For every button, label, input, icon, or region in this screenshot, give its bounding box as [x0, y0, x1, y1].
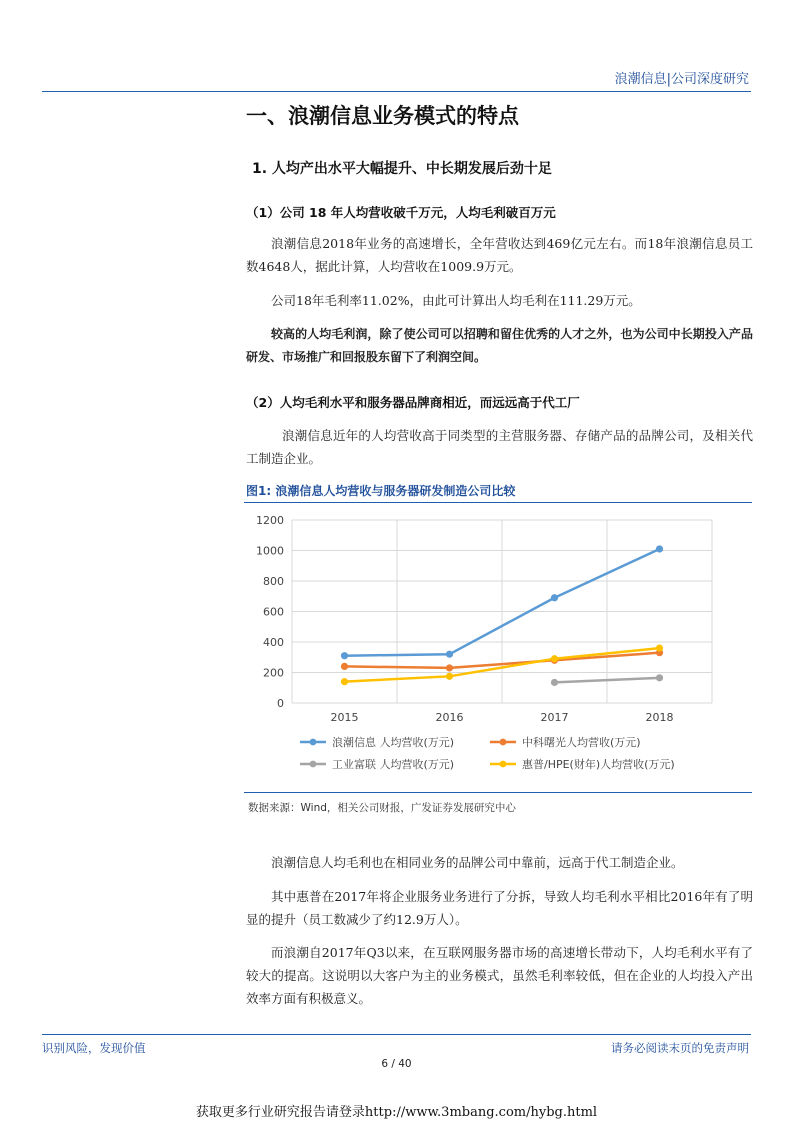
footer-slogan: 识别风险，发现价值: [42, 1041, 146, 1055]
line-chart: [244, 506, 752, 788]
legend-marker-3: [500, 761, 507, 768]
legend-label-1: 中科曙光人均营收(万元): [522, 736, 641, 749]
header-divider: [42, 91, 751, 92]
download-banner: 获取更多行业研究报告请登录http://www.3mbang.com/hybg.html: [195, 1105, 598, 1120]
chart-gridlines: [292, 520, 712, 703]
x-tick-label-2016: 2016: [435, 711, 464, 724]
y-tick-label-600: 600: [263, 605, 284, 619]
legend-label-0: 浪潮信息 人均营收(万元): [332, 736, 455, 749]
data-point-s3-2016: [446, 673, 453, 680]
data-point-s0-2016: [446, 651, 453, 658]
footer-divider: [42, 1034, 751, 1035]
figure-source: 数据来源：Wind，相关公司财报，广发证券发展研究中心: [248, 802, 516, 814]
chart-legend: [300, 735, 675, 771]
page-number: 6 / 40: [381, 1058, 412, 1070]
point-heading-1: （1）公司 18 年人均营收破千万元，人均毛利破百万元: [246, 205, 556, 220]
y-tick-label-200: 200: [263, 666, 284, 680]
paragraph-2: 公司18年毛利率11.02%，由此可计算出人均毛利在111.29万元。: [271, 293, 641, 308]
data-point-s3-2017: [551, 655, 558, 662]
section-heading: 一、浪潮信息业务模式的特点: [246, 104, 519, 128]
figure-top-rule: [244, 502, 752, 503]
footer-disclaimer: 请务必阅读末页的免责声明: [611, 1041, 749, 1055]
chart-y-ticks: [256, 514, 284, 710]
paragraph-4: 浪潮信息近年的人均营收高于同类型的主营服务器、存储产品的品牌公司，及相关代工制造企业。: [246, 428, 753, 466]
data-point-s1-2015: [341, 663, 348, 670]
data-point-s3-2018: [656, 645, 663, 652]
data-point-s0-2015: [341, 652, 348, 659]
y-tick-label-1000: 1000: [256, 544, 284, 558]
x-tick-label-2018: 2018: [645, 711, 674, 724]
figure-bottom-rule: [244, 792, 752, 793]
y-tick-label-800: 800: [263, 575, 284, 588]
figure-title: 图1: 浪潮信息人均营收与服务器研发制造公司比较: [246, 484, 516, 498]
y-tick-label-1200: 1200: [256, 514, 284, 527]
point-heading-2: （2）人均毛利水平和服务器品牌商相近，而远远高于代工厂: [246, 395, 580, 410]
data-point-s2-2017: [551, 679, 558, 686]
paragraph-1: 浪潮信息2018年业务的高速增长，全年营收达到469亿元左右。而18年浪潮信息员工数4648人，据此计算，人均营收在1009.9万元。: [246, 236, 753, 274]
paragraph-6: 其中惠普在2017年将企业服务业务进行了分拆，导致人均毛利水平相比2016年有了明显的提升（员工数减少了约12.9万人）。: [246, 889, 753, 927]
header-title: 浪潮信息|公司深度研究: [614, 72, 749, 87]
data-point-s2-2018: [656, 674, 663, 681]
legend-marker-0: [310, 739, 317, 746]
paragraph-7: 而浪潮自2017年Q3以来，在互联网服务器市场的高速增长带动下，人均毛利水平有了较大的提高。这说明以大客户为主的业务模式，虽然毛利率较低，但在企业的人均投入产出效率方面有积极意义。: [246, 945, 753, 1006]
data-point-s0-2017: [551, 594, 558, 601]
paragraph-3-bold: 较高的人均毛利润，除了使公司可以招聘和留住优秀的人才之外，也为公司中长期投入产品研发、市场推广和回报股东留下了利润空间。: [246, 327, 753, 364]
y-tick-label-400: 400: [263, 636, 284, 649]
data-point-s0-2018: [656, 545, 663, 552]
legend-label-3: 惠普/HPE(财年)人均营收(万元): [522, 758, 675, 771]
legend-marker-1: [500, 739, 507, 746]
y-tick-label-0: 0: [277, 697, 284, 710]
subsection-heading: 1. 人均产出水平大幅提升、中长期发展后劲十足: [252, 161, 552, 177]
legend-marker-2: [310, 761, 317, 768]
data-point-s3-2015: [341, 678, 348, 685]
x-tick-label-2017: 2017: [540, 711, 569, 724]
data-point-s1-2016: [446, 664, 453, 671]
x-tick-label-2015: 2015: [330, 711, 359, 724]
paragraph-5: 浪潮信息人均毛利也在相同业务的品牌公司中靠前，远高于代工制造企业。: [271, 855, 684, 870]
legend-label-2: 工业富联 人均营收(万元): [332, 758, 455, 771]
chart-x-ticks: [331, 711, 674, 724]
